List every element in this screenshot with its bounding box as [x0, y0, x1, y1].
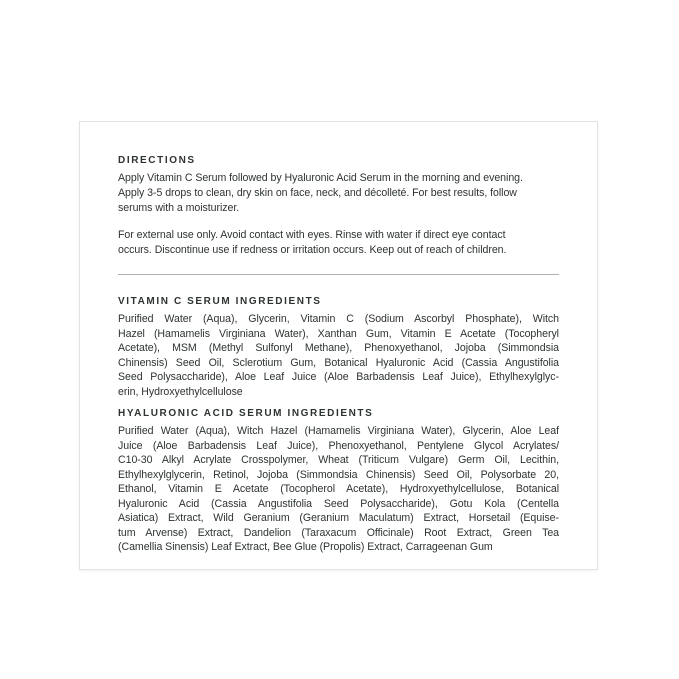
text-line: Hyaluronic Acid (Cassia Angustifolia Seed Polysaccharide), Gotu Kola (Centella — [118, 497, 559, 510]
text-line: Chinensis) Seed Oil, Sclerotium Gum, Botanical Hyaluronic Acid (Cassia Angustifolia — [118, 356, 559, 369]
text-line: Juice (Aloe Barbadensis Leaf Juice), Phenoxyethanol, Pentylene Glycol Acrylates/ — [118, 439, 559, 452]
text-line: Apply Vitamin C Serum followed by Hyaluronic Acid Serum in the morning and evening. — [118, 172, 523, 184]
hyaluronic-ingredients-section — [118, 407, 559, 555]
text-line: Seed Polysaccharide), Aloe Leaf Juice (Aloe Barbadensis Leaf Juice), Ethylhexylglyc- — [118, 371, 559, 383]
text-line: For external use only. Avoid contact with eyes. Rinse with water if direct eye contact — [118, 229, 506, 241]
vitamin-c-ingredients-section — [118, 295, 559, 399]
hyaluronic-ingredients-heading: HYALURONIC ACID SERUM INGREDIENTS — [118, 408, 374, 419]
hyaluronic-ingredients-paragraph — [118, 424, 559, 555]
directions-section — [118, 154, 559, 258]
directions-warning-paragraph — [118, 228, 559, 258]
section-divider — [118, 274, 559, 275]
text-line: Hazel (Hamamelis Virginiana Water), Xanthan Gum, Vitamin E Acetate (Tocopheryl — [118, 327, 559, 340]
text-line: occurs. Discontinue use if redness or irritation occurs. Keep out of reach of children. — [118, 244, 507, 256]
text-line: Purified Water (Aqua), Glycerin, Vitamin C (Sodium Ascorbyl Phosphate), Witch — [118, 313, 559, 325]
directions-heading: DIRECTIONS — [118, 155, 196, 166]
text-line: Acetate), MSM (Methyl Sulfonyl Methane), Phenoxyethanol, Jojoba (Simmondsia — [118, 342, 559, 354]
text-line: Ethanol, Vitamin E Acetate (Tocopherol Acetate), Hydroxyethylcellulose, Botanical — [118, 483, 559, 495]
text-line: C10-30 Alkyl Acrylate Crosspolymer, Wheat (Triticum Vulgare) Germ Oil, Lecithin, — [118, 454, 559, 466]
text-line: Asiatica) Extract, Wild Geranium (Geranium Maculatum) Extract, Horsetail (Equise- — [118, 512, 559, 524]
text-line: serums with a moisturizer. — [118, 202, 240, 214]
text-line: Ethylhexylglycerin, Retinol, Jojoba (Simmondsia Chinensis) Seed Oil, Polysorbate 20, — [118, 468, 559, 481]
vitamin-c-ingredients-paragraph — [118, 312, 559, 399]
text-line: erin, Hydroxyethylcellulose — [118, 385, 243, 398]
vitamin-c-ingredients-heading: VITAMIN C SERUM INGREDIENTS — [118, 296, 322, 307]
text-line: (Camellia Sinensis) Leaf Extract, Bee Glue (Propolis) Extract, Carrageenan Gum — [118, 541, 493, 553]
text-line: Purified Water (Aqua), Witch Hazel (Hamamelis Virginiana Water), Glycerin, Aloe Leaf — [118, 425, 559, 437]
text-line: Apply 3-5 drops to clean, dry skin on face, neck, and décolleté. For best results, follow — [118, 187, 517, 199]
product-info-card — [79, 121, 598, 570]
text-line: tum Arvense) Extract, Dandelion (Taraxacum Officinale) Root Extract, Green Tea — [118, 526, 559, 539]
directions-usage-paragraph — [118, 171, 559, 216]
